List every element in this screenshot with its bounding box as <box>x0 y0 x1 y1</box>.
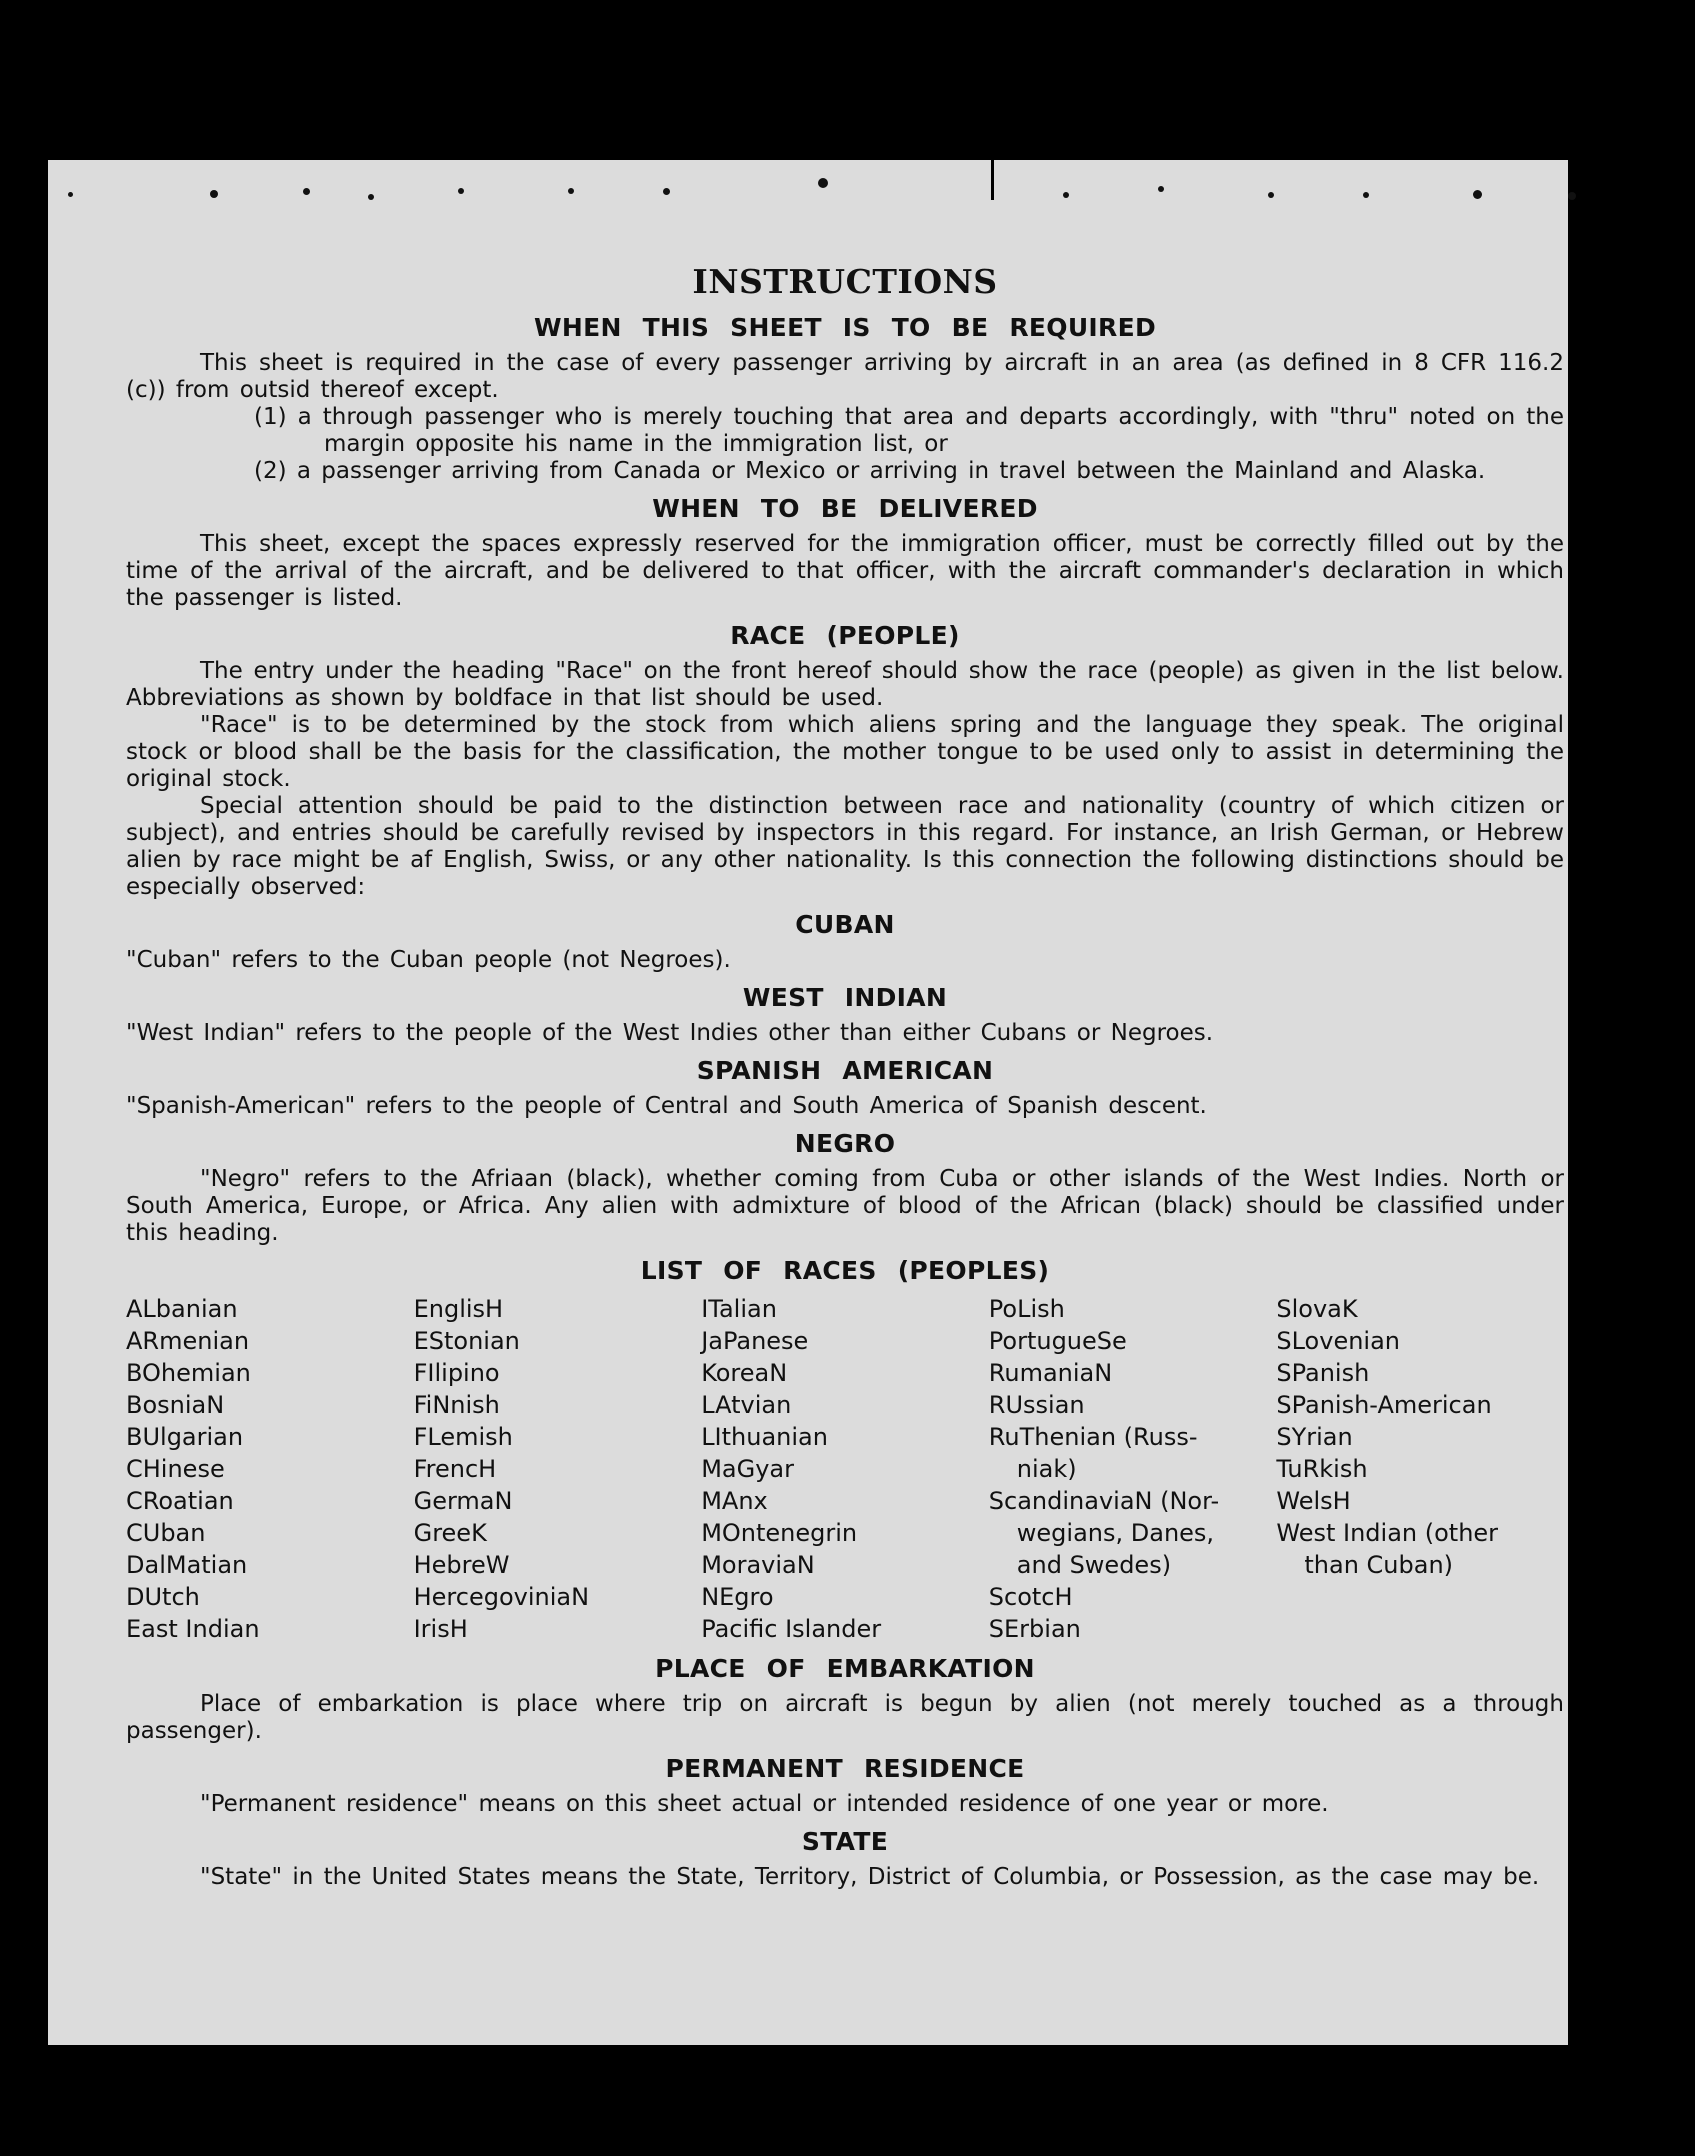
race-entry: IrisH <box>413 1615 468 1643</box>
race-entry: RumaniaN <box>988 1359 1113 1387</box>
race-entry: TuRkish <box>1276 1455 1368 1483</box>
punch-mark <box>1063 192 1069 198</box>
punch-mark <box>458 188 464 194</box>
race-entry: CHinese <box>126 1455 225 1483</box>
paragraph: Place of embarkation is place where trip on aircraft is begun by alien (not merely touched as a through passenger). <box>126 1691 1564 1744</box>
list-item: (2) a passenger arriving from Canada or Mexico or arriving in travel between the Mainland and Alaska. <box>254 458 1486 484</box>
race-entry: RuThenian (Russ- <box>988 1423 1198 1451</box>
race-entry: CRoatian <box>126 1487 234 1515</box>
section-heading: WEST INDIAN <box>742 983 948 1012</box>
paragraph: "West Indian" refers to the people of the West Indies other than either Cubans or Negroes. <box>126 1020 1214 1046</box>
punch-mark <box>1158 186 1164 192</box>
race-entry: West Indian (other <box>1276 1519 1499 1547</box>
race-entry: EStonian <box>413 1327 520 1355</box>
race-entry: FIlipino <box>413 1359 500 1387</box>
race-entry: RUssian <box>988 1391 1085 1419</box>
race-entry: SPanish <box>1276 1359 1370 1387</box>
punch-mark <box>1363 192 1369 198</box>
list-item: (1) a through passenger who is merely touching that area and departs accordingly, with "thru" noted on the margin opposite his name in the immigration list, or <box>254 404 1564 457</box>
paragraph: "State" in the United States means the State, Territory, District of Columbia, or Possession, as the case may be. <box>200 1864 1540 1890</box>
paragraph: "Permanent residence" means on this sheet actual or intended residence of one year or more. <box>200 1791 1329 1817</box>
race-entry: FLemish <box>413 1423 513 1451</box>
race-entry: niak) <box>1016 1455 1077 1483</box>
section-heading: WHEN THIS SHEET IS TO BE REQUIRED <box>533 313 1157 342</box>
instruction-sheet <box>48 160 1568 2045</box>
race-entry: MOntenegrin <box>701 1519 858 1547</box>
race-entry: MaGyar <box>701 1455 794 1483</box>
race-entry: East Indian <box>126 1615 260 1643</box>
race-entry: NEgro <box>701 1583 774 1611</box>
paragraph: "Cuban" refers to the Cuban people (not Negroes). <box>126 947 731 973</box>
race-entry: BosniaN <box>126 1391 225 1419</box>
race-column <box>414 1293 702 1645</box>
race-entry: SlovaK <box>1276 1295 1358 1323</box>
race-entry: JaPanese <box>701 1327 809 1355</box>
punch-mark <box>1268 192 1274 198</box>
race-entry: BUlgarian <box>126 1423 244 1451</box>
paragraph: This sheet, except the spaces expressly reserved for the immigration officer, must be correctly filled out by the time of the arrival of the aircraft, and be delivered to that officer, with the aircraft commander's declaration in which the passenger is listed. <box>126 531 1564 611</box>
race-entry: FrencH <box>413 1455 497 1483</box>
race-entry: ARmenian <box>126 1327 250 1355</box>
race-entry: MoraviaN <box>701 1551 815 1579</box>
paragraph: This sheet is required in the case of every passenger arriving by aircraft in an area (as defined in 8 CFR 116.2 (c)) from outsid thereof except. <box>126 350 1564 403</box>
race-entry: BOhemian <box>126 1359 251 1387</box>
race-entry: WelsH <box>1276 1487 1351 1515</box>
race-entry: SPanish-American <box>1276 1391 1492 1419</box>
race-entry: SErbian <box>988 1615 1081 1643</box>
paper-tear <box>991 160 994 200</box>
race-column <box>126 1293 414 1645</box>
race-entry: KoreaN <box>701 1359 788 1387</box>
section-heading: STATE <box>801 1827 889 1856</box>
race-entry: Pacific Islander <box>701 1615 882 1643</box>
race-entry: PortugueSe <box>988 1327 1127 1355</box>
race-column <box>1276 1293 1564 1645</box>
section-heading: PLACE OF EMBARKATION <box>655 1654 1035 1683</box>
punch-mark <box>1568 192 1576 200</box>
punch-mark <box>1473 190 1482 199</box>
punch-mark <box>663 188 670 195</box>
section-heading: PERMANENT RESIDENCE <box>665 1754 1025 1783</box>
race-entry: GreeK <box>413 1519 487 1547</box>
race-entry: CUban <box>126 1519 206 1547</box>
section-heading: RACE (PEOPLE) <box>730 621 960 650</box>
paragraph: The entry under the heading "Race" on the front hereof should show the race (people) as given in the list below. Abbreviations as shown by boldface in that list should be used. <box>126 658 1564 711</box>
race-entry: HebreW <box>413 1551 510 1579</box>
paragraph: "Race" is to be determined by the stock from which aliens spring and the language they speak. The original stock or blood shall be the basis for the classification, the mother tongue to be used only to assist in determining the original stock. <box>126 712 1564 792</box>
race-entry: MAnx <box>701 1487 768 1515</box>
race-entry: ALbanian <box>126 1295 238 1323</box>
paragraph: Special attention should be paid to the distinction between race and nationality (country of which citizen or subject), and entries should be carefully revised by inspectors in this regard. For instance, an Irish German, or Hebrew alien by race might be af English, Swiss, or any other nationality. Is this connection the following distinctions should be especially observed: <box>126 793 1564 900</box>
punch-mark <box>818 178 828 188</box>
paragraph: "Negro" refers to the Afriaan (black), whether coming from Cuba or other islands of the West Indies. North or South America, Europe, or Africa. Any alien with admixture of blood of the African (black) should be classified under this heading. <box>126 1166 1564 1246</box>
race-entry: GermaN <box>413 1487 513 1515</box>
race-entry: HercegoviniaN <box>413 1583 590 1611</box>
race-entry: SLovenian <box>1276 1327 1401 1355</box>
race-entry: FiNnish <box>413 1391 500 1419</box>
document-title: INSTRUCTIONS <box>692 262 998 301</box>
section-heading: CUBAN <box>795 910 895 939</box>
race-entry: PoLish <box>988 1295 1065 1323</box>
punch-mark <box>368 194 374 200</box>
race-column <box>701 1293 989 1645</box>
punch-mark <box>568 188 574 194</box>
race-entry: and Swedes) <box>1016 1551 1172 1579</box>
race-entry: than Cuban) <box>1304 1551 1454 1579</box>
race-entry: EnglisH <box>413 1295 504 1323</box>
race-entry: ITalian <box>701 1295 777 1323</box>
race-entry: DalMatian <box>126 1551 248 1579</box>
race-entry: LIthuanian <box>701 1423 828 1451</box>
race-list <box>126 1293 1564 1645</box>
race-entry: wegians, Danes, <box>1016 1519 1215 1547</box>
punch-mark <box>68 192 73 197</box>
section-heading: LIST OF RACES (PEOPLES) <box>640 1256 1050 1285</box>
section-heading: SPANISH AMERICAN <box>696 1056 994 1085</box>
race-entry: ScandinaviaN (Nor- <box>988 1487 1220 1515</box>
paragraph: "Spanish-American" refers to the people of Central and South America of Spanish descent. <box>126 1093 1207 1119</box>
section-heading: NEGRO <box>794 1129 896 1158</box>
punch-mark <box>303 188 310 195</box>
section-heading: WHEN TO BE DELIVERED <box>652 494 1038 523</box>
race-column <box>989 1293 1277 1645</box>
race-entry: SYrian <box>1276 1423 1353 1451</box>
race-entry: DUtch <box>126 1583 200 1611</box>
punch-mark <box>210 190 218 198</box>
race-entry: ScotcH <box>988 1583 1073 1611</box>
race-entry: LAtvian <box>701 1391 792 1419</box>
